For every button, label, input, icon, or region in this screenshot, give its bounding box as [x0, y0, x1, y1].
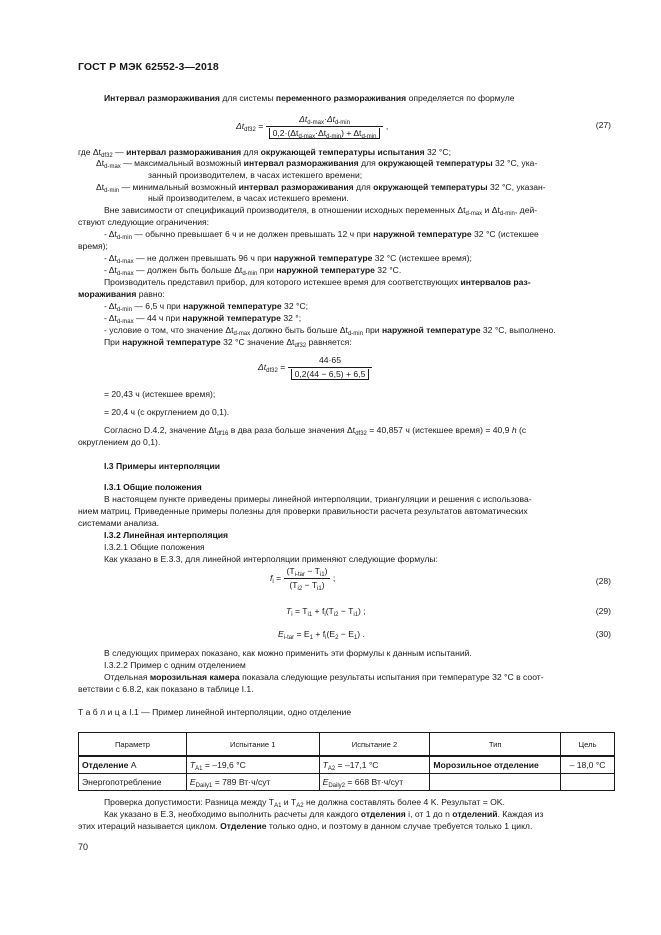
equation-28: $f_i$ = $\frac{(T_{i-tar} - T_{i1})}{(T_{i2} - T_{i1})}$ ; — [270, 566, 336, 592]
table-row — [79, 774, 615, 791]
limit-item-3: - $\Delta t_{d-max}$ — должен быть больше $\Delta t_{d-min}$ при наружной температуре 32 °C. — [104, 265, 402, 277]
table-cell: – 18,0 °C — [561, 756, 615, 774]
constraints-paragraph: Вне зависимости от спецификаций производителя, в отношении исходных переменных $\Delta t_{d-max}$ и $\Delta t_{d-min}$, дей- — [104, 205, 538, 217]
manufacturer-paragraph-cont: мораживания равно: — [78, 289, 165, 299]
manufacturer-paragraph: Производитель представил прибор, для которого истекшее время для соответствующих интервалов раз- — [104, 277, 531, 287]
df16-paragraph: Согласно D.4.2, значение $\Delta t_{df16}$ в два раза больше значения $\Delta t_{df32} = 40,857$ ч (истекшее время) = 40,9 h (с — [104, 425, 527, 437]
table-cell: Энергопотребление — [79, 774, 187, 791]
table-header-test-2: Испытание 2 — [319, 733, 430, 757]
equation-number-29: (29) — [595, 606, 611, 616]
formulas-intro: Как указано в Е.3.3, для линейной интерполяции применяют следующие формулы: — [104, 554, 438, 564]
table-cell: $T_{A1} = -19,6$ °C — [186, 756, 319, 774]
limit-item-2: - $\Delta t_{d-max}$ — не должен превышать 96 ч при наружной температуре 32 °C (истекшее время); — [104, 253, 472, 265]
section-heading-i31: I.3.1 Общие положения — [104, 482, 202, 492]
page-number: 70 — [78, 842, 89, 852]
table-cell: $E_{Daily2} = 668$ Вт·ч/сут — [319, 774, 430, 791]
equation-27: $\Delta t_{df32}$ = $\frac{\Delta t_{d-max}\cdot\Delta t_{d-min}}{0,2\cdot(\Delta t_{d-max}\cdot\Delta t_{d-min}) + \Delta t_{d-min}}$ , — [236, 114, 389, 140]
value-item-1: - $\Delta t_{d-min}$ — 6,5 ч при наружной температуре 32 °C; — [104, 301, 309, 313]
table-cell: $E_{Daily1} = 789$ Вт·ч/сут — [186, 774, 319, 791]
table-cell: Отделение А — [79, 756, 187, 774]
equation-number-30: (30) — [595, 629, 611, 639]
table-caption: Т а б л и ц а I.1 — Пример линейной интерполяции, одно отделение — [78, 707, 352, 717]
value-item-2: - $\Delta t_{d-max}$ — 44 ч при наружной температуре 32 °; — [104, 313, 302, 325]
calculation-formula: $\Delta t_{df32}$ = $\frac{44\cdot 65}{0,2(44 - 6,5) + 6,5}$ — [258, 355, 372, 380]
equation-29: $T_i = T_{i1} + f_i(T_{i2} - T_{i1})$ ; — [286, 606, 366, 618]
section-heading-i321: I.3.2.1 Общие положения — [104, 542, 205, 552]
where-line-2: $\Delta t_{d-max}$ — максимальный возможный интервал размораживания для окружающей температуры 32 °C, ука- — [96, 158, 538, 170]
equation-number-28: (28) — [595, 576, 611, 586]
limit-item-1-cont: время); — [78, 241, 108, 251]
table-cell: $T_{A2} = -17,1$ °C — [319, 756, 430, 774]
general-paragraph-line3: системами анализа. — [78, 518, 160, 528]
examples-intro: В следующих примерах показано, как можно применить эти формулы к данным испытаний. — [104, 648, 472, 658]
table-cell — [430, 774, 561, 791]
section-heading-i32: I.3.2 Линейная интерполяция — [104, 530, 229, 540]
intro-paragraph: Интервал размораживания для системы переменного размораживания определяется по формуле — [104, 93, 515, 103]
equation-30: $E_{i-tar} = E_1 + f_i(E_2 - E_1)$ . — [278, 629, 365, 641]
table-header-type: Тип — [430, 733, 561, 757]
where-line-1: где $\Delta t_{df32}$ — интервал размораживания для окружающей температуры испытания 32 °C; — [78, 147, 451, 159]
result-2: = 20,4 ч (с округлением до 0,1). — [104, 407, 230, 417]
value-item-4: При наружной температуре 32 °C значение $\Delta t_{df32}$ равняется: — [104, 337, 352, 349]
freezer-paragraph: Отдельная морозильная камера показала следующие результаты испытания при температуре 32 °C в соот- — [104, 672, 544, 682]
document-header: ГОСТ Р МЭК 62552-3—2018 — [78, 61, 219, 73]
result-1: = 20,43 ч (истекшее время); — [104, 389, 216, 399]
table-header-target: Цель — [561, 733, 615, 757]
table-header-test-1: Испытание 1 — [186, 733, 319, 757]
general-paragraph-line2: нием матриц. Приведенные примеры полезны для проверки правильности расчета результатов автоматических — [78, 506, 528, 516]
validity-check: Проверка допустимости: Разница между $T_{A1}$ и $T_{A2}$ не должна составлять более 4 K. Результат = OK. — [104, 797, 505, 809]
section-heading-i3: I.3 Примеры интерполяции — [104, 461, 221, 471]
freezer-paragraph-cont: ветствии с 6.8.2, как показано в таблице I.1. — [78, 684, 254, 694]
cycle-paragraph: Как указано в Е.3, необходимо выполнить расчеты для каждого отделения i, от 1 до n отделений. Каждая из — [104, 809, 544, 819]
where-line-3: $\Delta t_{d-min}$ — минимальный возможный интервал размораживания для окружающей температуры 32 °C, указан- — [96, 182, 546, 194]
table-header-parameter: Параметр — [79, 733, 187, 757]
value-item-3: - условие о том, что значение $\Delta t_{d-max}$ должно быть больше $\Delta t_{d-min}$ при наружной температуре 32 °C, выполнено. — [104, 325, 556, 337]
constraints-paragraph-cont: ствуют следующие ограничения: — [78, 217, 210, 227]
section-heading-i322: I.3.2.2 Пример с одним отделением — [104, 660, 246, 670]
where-line-3b: ный производителем, в часах истекшего времени. — [148, 193, 349, 203]
cycle-paragraph-cont: этих итераций называется циклом. Отделение только одно, и поэтому в данном случае требуется только 1 цикл. — [78, 821, 533, 831]
table-row — [79, 756, 615, 774]
table-cell — [561, 774, 615, 791]
general-paragraph-line1: В настоящем пункте приведены примеры линейной интерполяции, триангуляции и решения с использова- — [104, 494, 532, 504]
equation-number-27: (27) — [595, 120, 611, 130]
table-cell: Морозильное отделение — [430, 756, 561, 774]
limit-item-1: - $\Delta t_{d-min}$ — обычно превышает 6 ч и не должен превышать 12 ч при наружной температуре 32 °C (истекшее — [104, 229, 539, 241]
interpolation-table — [78, 732, 615, 791]
df16-paragraph-cont: округлением до 0,1). — [78, 437, 161, 447]
where-line-2b: занный производителем, в часах истекшего времени; — [148, 170, 363, 180]
